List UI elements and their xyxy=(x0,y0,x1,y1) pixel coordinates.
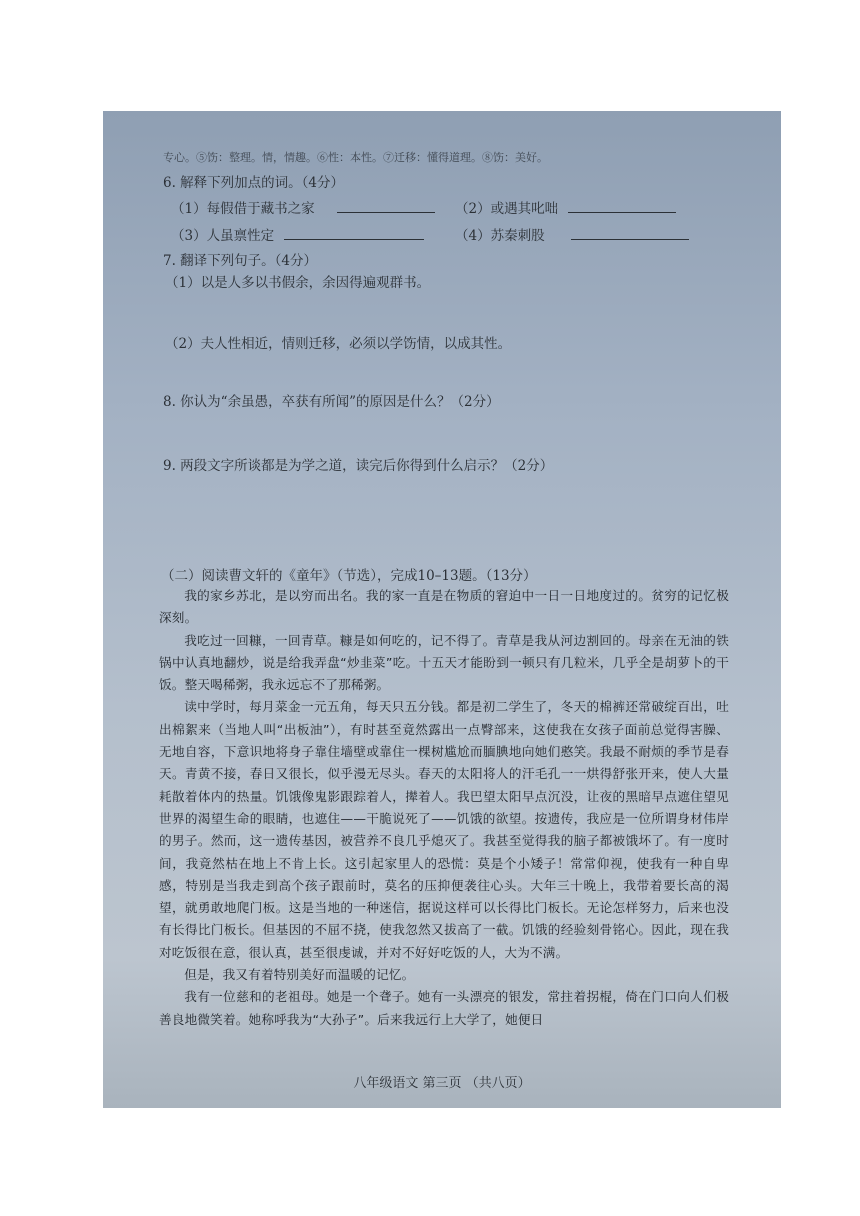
question-6-title: 6. 解释下列加点的词。（4分） xyxy=(163,175,345,191)
q6-item-4: （4）苏秦刺股 xyxy=(455,224,689,244)
answer-blank[interactable] xyxy=(568,200,676,213)
question-7-title: 7. 翻译下列句子。（4分） xyxy=(163,253,318,269)
passage-paragraph: 我吃过一回糠，一回青草。糠是如何吃的，记不得了。青草是我从河边割回的。母亲在无油的铁锅中认真地翻炒，说是给我弄盘“炒韭菜”吃。十五天才能盼到一顿只有几粒米，几乎全是胡萝卜的干饭。整天喝稀粥，我永远忘不了那稀粥。 xyxy=(159,632,729,693)
exam-page xyxy=(103,111,781,1108)
question-9: 9. 两段文字所谈都是为学之道，读完后你得到什么启示？（2分） xyxy=(163,458,554,474)
q7-sentence-1: （1）以是人多以书假余，余因得遍观群书。 xyxy=(165,275,431,291)
answer-blank[interactable] xyxy=(337,200,435,213)
passage-paragraph: 但是，我又有着特别美好而温暖的记忆。 xyxy=(184,967,415,983)
answer-blank[interactable] xyxy=(284,227,424,240)
q6-item-1: （1）每假借于藏书之家 xyxy=(171,197,435,217)
q6-item-2: （2）或遇其叱咄 xyxy=(455,197,676,217)
section-2-title: （二）阅读曹文轩的《童年》（节选），完成10–13题。（13分） xyxy=(161,568,537,584)
answer-blank[interactable] xyxy=(571,227,689,240)
passage-paragraph: 我的家乡苏北，是以穷而出名。我的家一直是在物质的窘迫中一日一日地度过的。贫穷的记忆极深刻。 xyxy=(159,588,729,626)
passage-paragraph: 我有一位慈和的老祖母。她是一个聋子。她有一头漂亮的银发，常拄着拐棍，倚在门口向人们极善良地微笑着。她称呼我为“大孙子”。后来我远行上大学了，她便日 xyxy=(159,989,729,1027)
scanned-page-photo xyxy=(103,111,781,1108)
passage-paragraph: 读中学时，每月菜金一元五角，每天只五分钱。都是初二学生了，冬天的棉裤还常破绽百出，吐出棉絮来（当地人叫“出板油”），有时甚至竟然露出一点臀部来，这使我在女孩子面前总觉得害臊、无地自容，下意识地将身子靠住墙壁或靠住一棵树尴尬而腼腆地向她们憨笑。我最不耐烦的季节是春天。青黄不接，春日又很长，似乎漫无尽头。春天的太阳将人的汗毛孔一一烘得舒张开来，使人大量耗散着体内的热量。饥饿像鬼影跟踪着人，撵着人。我巴望太阳早点沉没，让夜的黑暗早点遮住望见世界的渴望生命的眼睛，也遮住——干脆说死了——饥饿的欲望。按遗传，我应是一位所谓身材伟岸的男子。然而，这一遗传基因，被营养不良几乎熄灭了。我甚至觉得我的脑子都被饿坏了。有一度时间，我竟然枯在地上不肯上长。这引起家里人的恐慌：莫是个小矮子！常常仰视，使我有一种自卑感，特别是当我走到高个孩子跟前时，莫名的压抑便袭往心头。大年三十晚上，我带着要长高的渴望，就勇敢地爬门板。这是当地的一种迷信，据说这样可以长得比门板长。无论怎样努力，后来也没有长得比门板长。但基因的不屈不挠，使我忽然又拔高了一截。饥饿的经验刻骨铭心。因此，现在我对吃饭很在意，很认真，甚至很虔诚，并对不好好吃饭的人，大为不满。 xyxy=(159,699,729,960)
page-footer: 八年级语文 第三页 （共八页） xyxy=(353,1076,531,1091)
q7-sentence-2: （2）夫人性相近，情则迁移，必须以学饬情，以成其性。 xyxy=(165,336,512,352)
annotation-line: 专心。⑤饬：整理。情，情趣。⑥性：本性。⑦迁移：懂得道理。⑧饬：美好。 xyxy=(163,151,548,164)
q6-item-3: （3）人虽禀性定 xyxy=(171,224,424,244)
reading-passage xyxy=(159,585,729,1031)
question-8: 8. 你认为“余虽愚，卒获有所闻”的原因是什么？（2分） xyxy=(163,394,500,410)
